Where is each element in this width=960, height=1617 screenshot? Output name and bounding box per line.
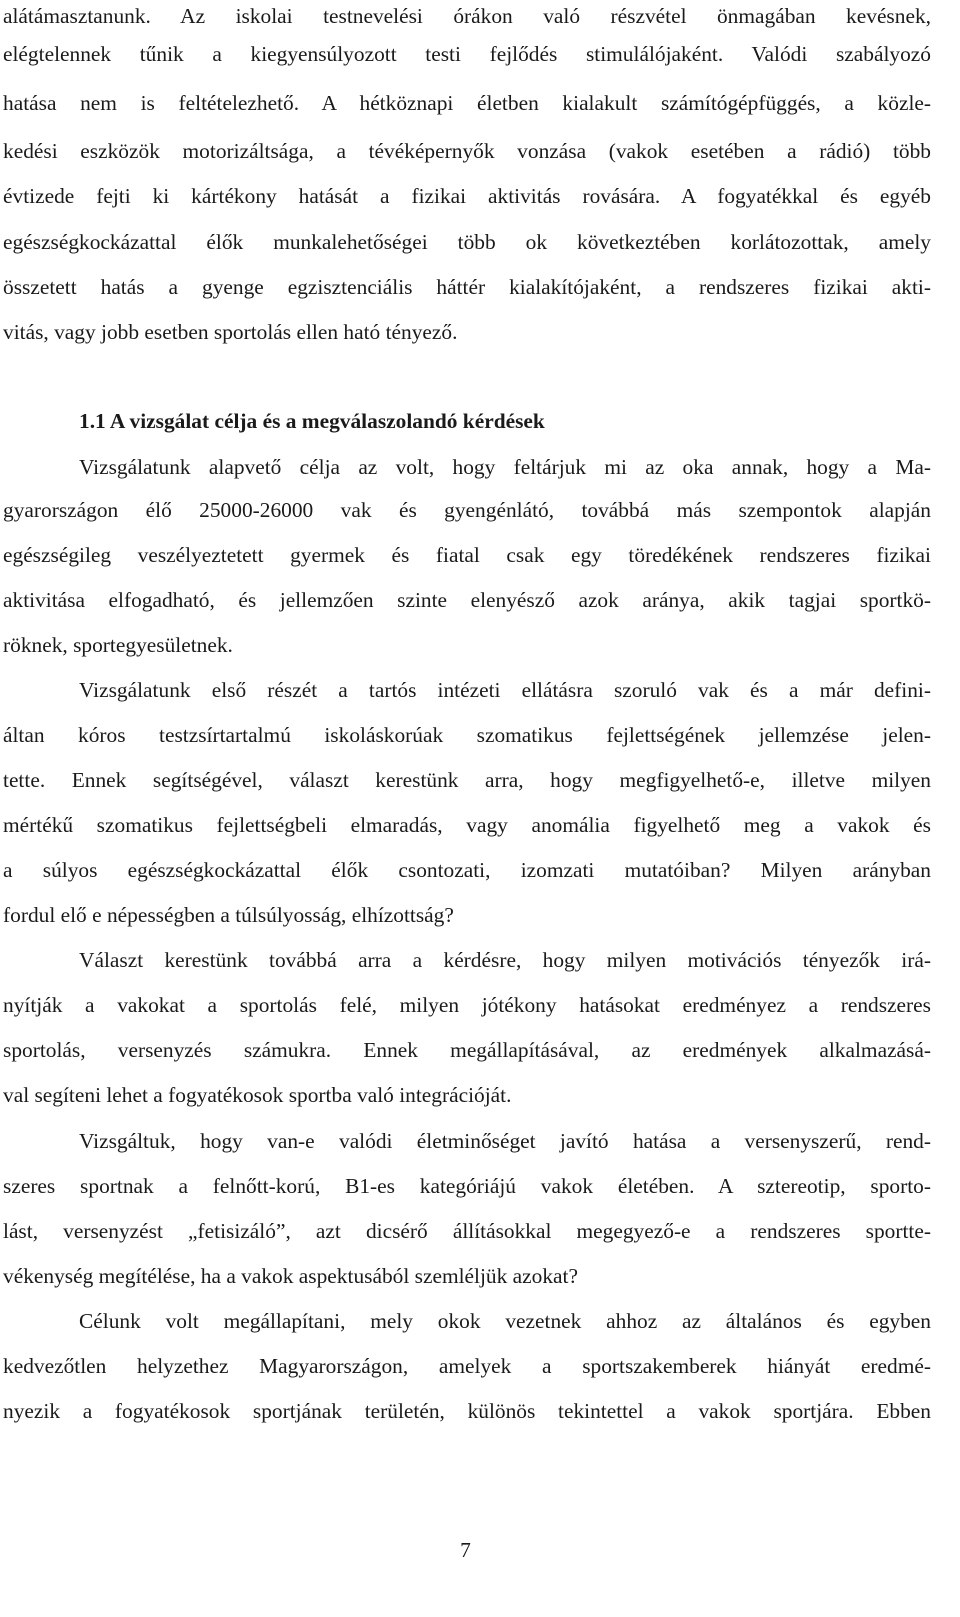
text-line: nyezik a fogyatékosok sportjának területén, különös tekintettel a vakok sportjára. Ebben (3, 1399, 931, 1423)
text-line: összetett hatás a gyenge egzisztenciális háttér kialakítójaként, a rendszeres fizikai akti- (3, 275, 931, 299)
text-line: vékenység megítélése, ha a vakok aspektusából szemléljük azokat? (3, 1264, 578, 1288)
text-line: egészségileg veszélyeztetett gyermek és fiatal csak egy töredékének rendszeres fizikai (3, 543, 931, 567)
text-line: kedési eszközök motorizáltsága, a tévéképernyők vonzása (vakok esetében a rádió) több (3, 139, 931, 163)
text-line: kedvezőtlen helyzethez Magyarországon, amelyek a sportszakemberek hiányát eredmé- (3, 1354, 931, 1378)
text-line: val segíteni lehet a fogyatékosok sportba való integrációját. (3, 1083, 512, 1107)
text-line: Választ kerestünk továbbá arra a kérdésre, hogy milyen motivációs tényezők irá- (79, 948, 931, 972)
text-line: hatása nem is feltételezhető. A hétköznapi életben kialakult számítógépfüggés, a közle- (3, 91, 931, 115)
text-line: elégtelennek tűnik a kiegyensúlyozott testi fejlődés stimulálójaként. Valódi szabályozó (3, 42, 931, 66)
text-line: Vizsgálatunk alapvető célja az volt, hogy feltárjuk mi az oka annak, hogy a Ma- (79, 455, 931, 479)
page-number: 7 (460, 1538, 471, 1562)
text-line: a súlyos egészségkockázattal élők csontozati, izomzati mutatóiban? Milyen arányban (3, 858, 931, 882)
text-line: alátámasztanunk. Az iskolai testnevelési órákon való részvétel önmagában kevésnek, (3, 4, 931, 28)
text-line: tette. Ennek segítségével, választ kerestünk arra, hogy megfigyelhető-e, illetve milyen (3, 768, 931, 792)
text-line: szeres sportnak a felnőtt-korú, B1-es kategóriájú vakok életében. A sztereotip, sporto- (3, 1174, 931, 1198)
text-line: egészségkockázattal élők munkalehetőségei több ok következtében korlátozottak, amely (3, 230, 931, 254)
text-line: röknek, sportegyesületnek. (3, 633, 233, 657)
text-line: lást, versenyzést „fetisizáló”, azt dicsérő állításokkal megegyező-e a rendszeres sportte- (3, 1219, 931, 1243)
text-line: áltan kóros testzsírtartalmú iskoláskorúak szomatikus fejlettségének jellemzése jelen- (3, 723, 931, 747)
text-line: Vizsgálatunk első részét a tartós intézeti ellátásra szoruló vak és a már defini- (79, 678, 931, 702)
text-line: nyítják a vakokat a sportolás felé, milyen jótékony hatásokat eredményez a rendszeres (3, 993, 931, 1017)
text-line: mértékű szomatikus fejlettségbeli elmaradás, vagy anomália figyelhető meg a vakok és (3, 813, 931, 837)
text-line: aktivitása elfogadható, és jellemzően szinte elenyésző azok aránya, akik tagjai sportkö- (3, 588, 931, 612)
text-line: vitás, vagy jobb esetben sportolás ellen ható tényező. (3, 320, 458, 344)
text-line: évtizede fejti ki kártékony hatását a fizikai aktivitás rovására. A fogyatékkal és egyéb (3, 184, 931, 208)
text-line: Vizsgáltuk, hogy van-e valódi életminőséget javító hatása a versenyszerű, rend- (79, 1129, 931, 1153)
text-line: Célunk volt megállapítani, mely okok vezetnek ahhoz az általános és egyben (79, 1309, 931, 1333)
text-line: sportolás, versenyzés számukra. Ennek megállapításával, az eredmények alkalmazásá- (3, 1038, 931, 1062)
section-heading: 1.1 A vizsgálat célja és a megválaszolandó kérdések (79, 409, 545, 433)
text-line: gyarországon élő 25000-26000 vak és gyengénlátó, továbbá más szempontok alapján (3, 498, 931, 522)
text-line: fordul elő e népességben a túlsúlyosság, elhízottság? (3, 903, 454, 927)
